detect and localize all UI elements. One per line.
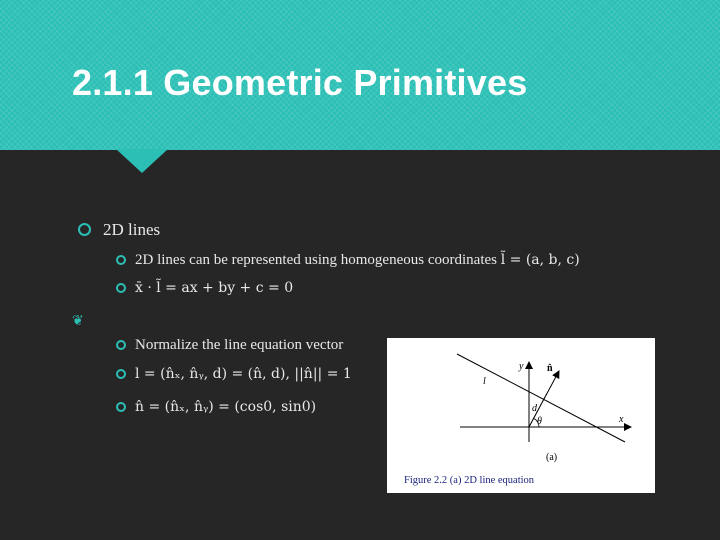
- bullet-normalize: Normalize the line equation vector: [135, 337, 344, 353]
- label-panel-a: (a): [546, 452, 558, 463]
- line-diagram: [387, 338, 655, 493]
- figure-caption: Figure 2.2 (a) 2D line equation: [404, 475, 535, 486]
- slide-title: 2.1.1 Geometric Primitives: [72, 62, 528, 103]
- bullet-icon: [116, 402, 126, 412]
- label-y: y: [519, 361, 524, 372]
- bullet-homogeneous-coords: [135, 252, 580, 269]
- label-theta: θ: [537, 416, 542, 427]
- bullet-homogeneous-coords-text: 2D lines can be represented using homogeneous coordinates: [135, 252, 497, 268]
- label-d: d: [532, 403, 537, 414]
- line-l: [457, 354, 625, 442]
- normal-vector-formula: n̂ = (n̂ₓ, n̂ᵧ) = (cos0, sin0): [135, 399, 317, 415]
- bullet-icon: [78, 223, 91, 236]
- figure-2d-line-equation: [387, 338, 655, 493]
- label-l: l: [483, 376, 486, 387]
- bullet-icon: [116, 340, 126, 350]
- header-notch: [116, 149, 168, 173]
- line-vector-formula: l̃ = (a, b, c): [500, 252, 580, 268]
- bullet-2d-lines: 2D lines: [103, 220, 161, 239]
- bullet-icon: [116, 283, 126, 293]
- normalized-line-formula: l = (n̂ₓ, n̂ᵧ, d) = (n̂, d), ||n̂|| = 1: [135, 366, 352, 382]
- bullet-icon: [116, 255, 126, 265]
- bullet-icon: [116, 369, 126, 379]
- leaf-icon: ❦: [72, 314, 84, 329]
- label-x: x: [619, 414, 624, 425]
- label-n: n̂: [547, 363, 553, 374]
- line-equation-formula: x̄ · l̃ = ax + by + c = 0: [135, 280, 294, 296]
